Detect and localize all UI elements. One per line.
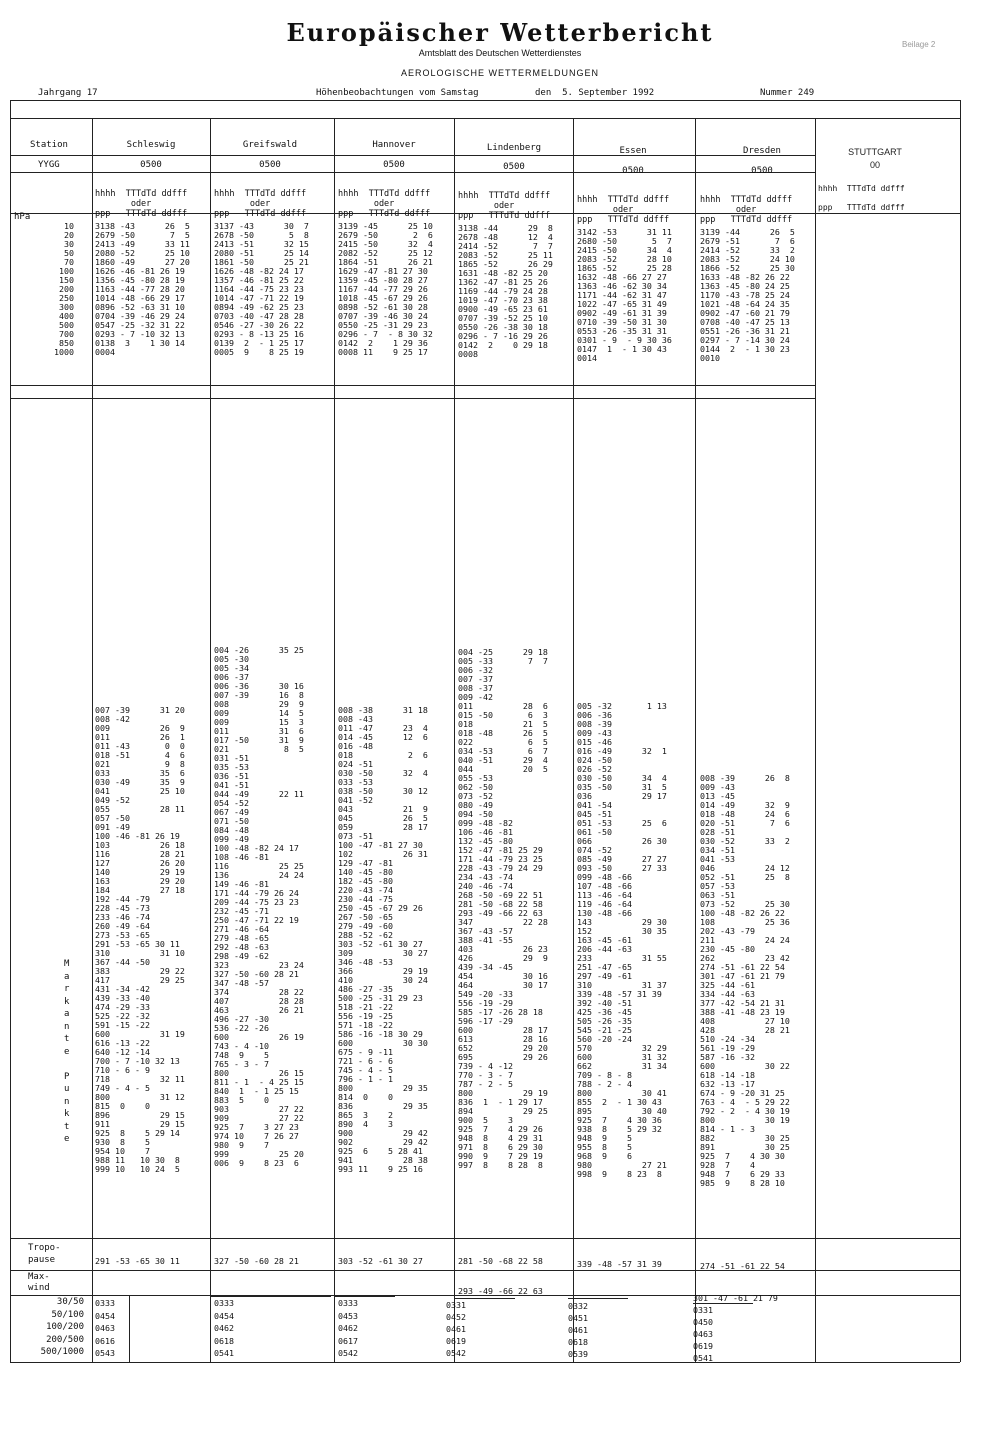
tropopause-value: 339 -48 -57 31 39: [577, 1259, 662, 1269]
station-name: Lindenberg: [486, 143, 542, 153]
standard-levels: 3139 -45 25 10 2679 -50 2 6 2415 -50 32 4 2082 -52 25 12 1864 -51 26 21 1629 -47 -81 27 30 1359 -45 -80 28 27 1167 -44 -77 29 26 1018 -45 -67 29 26 0898 -52 -61 30 28 0707 -39 -46 30 24 0550 -25 -31 29 23 0296 - 7 - 8 30 32 0142 2 1 29 36 0008 11 9 25 17: [338, 221, 433, 357]
beilage-stamp: Beilage 2: [902, 40, 936, 49]
shear-values: 0333 0454 0462 0618 0541: [214, 1298, 234, 1358]
station-name: Schleswig: [126, 140, 176, 150]
page-subtitle: Amtsblatt des Deutschen Wetterdienstes: [418, 48, 582, 58]
standard-levels: 3142 -53 31 11 2680 -50 5 7 2415 -50 34 4 2083 -52 28 10 1865 -52 25 28 1632 -48 -66 27 27 1363 -46 -62 30 34 1171 -44 -62 31 47 1022 -47 -65 31 49 0902 -49 -61 31 39 0710 -39 -50 31 30 0553 -26 -35 31 31 0301 - 9 - 9 30 36 0147 1 - 1 30 43 0014: [577, 227, 672, 363]
station-name: Hannover: [372, 140, 416, 150]
column-header: hhhh TTTdTd ddfff oder ppp TTTdTd ddfff: [700, 194, 793, 225]
yygg-label: YYGG: [38, 160, 60, 170]
issue-number: Nummer 249: [760, 88, 815, 98]
maxwind-label: Max- wind: [28, 1272, 50, 1293]
significant-points: 004 -26 35 25 005 -30 005 -34 006 -37 006 -36 30 16 007 -39 16 8 008 29 9 009 14 5 009 15 3 011 31 6 017 -50 31 9 021 8 5 031 -51 035 -53 036 -51 041 -51 044 -49 22 11 054 -52 067 -49 071 -50 084 -48 099 -49 100 -48 -82 24 17 108 -46 -81 116 25 25 136 24 24 149 -46 -81 171 -44 -79 26 24 209 -44 -75 23 23 232 -45 -71 250 -47 -71 22 19 271 -46 -64 279 -48 -65 292 -48 -63 298 -49 -62 323 23 24 327 -50 -60 28 21 347 -48 -57 374 28 22 407 28 28 463 26 21 496 -27 -30 536 -22 -26 600 26 19 743 - 4 -10 748 9 5 765 - 3 - 7 800 26 15 811 - 1 - 4 25 15 840 1 - 1 25 15 883 5 0 903 27 22 909 27 22 925 7 3 27 23 974 10 7 26 27 980 9 7 999 25 20 006 9 8 23 6: [214, 645, 304, 1168]
observation-title: Höhenbeobachtungen vom Samstag: [316, 88, 479, 98]
significant-points: 005 -32 1 13 006 -36 008 -39 009 -43 015 -46 016 -49 32 1 024 -50 026 -52 030 -50 34 4 035 -50 31 5 036 29 17 041 -54 045 -51 051 -53 25 6 061 -50 066 26 30 074 -52 085 -49 27 27 093 -50 27 33 099 -48 -66 107 -48 -66 113 -46 -64 119 -46 -64 130 -48 -66 143 29 30 152 30 35 163 -45 -61 206 -44 -63 233 31 55 251 -47 -65 297 -49 -61 310 31 37 339 -48 -57 31 39 392 -40 -51 425 -36 -45 505 -26 -35 545 -21 -25 560 -20 -24 570 32 29 600 31 32 662 31 34 709 - 8 - 8 788 - 2 - 4 800 30 41 855 2 - 1 30 43 895 30 40 925 7 4 30 36 938 8 5 29 32 948 9 5 955 8 5 968 9 6 980 27 21 998 9 8 23 8: [577, 701, 667, 1179]
station-time: 0500: [751, 166, 773, 176]
shear-layers: 30/50 50/100 100/200 200/500 500/1000: [40, 1297, 84, 1357]
station-time: 0500: [259, 160, 281, 170]
station-name: Greifswald: [242, 140, 298, 150]
significant-points: 008 -38 31 18 008 -43 011 -47 23 4 014 -45 12 6 016 -48 018 2 6 024 -51 030 -50 32 4 033 -53 038 -50 30 12 041 -52 043 21 9 045 26 5 059 28 17 073 -51 100 -47 -81 27 30 102 26 31 129 -47 -81 140 -45 -80 182 -45 -80 220 -43 -74 230 -44 -75 250 -45 -67 29 26 267 -50 -65 279 -49 -60 288 -52 -62 303 -52 -61 30 27 309 30 27 346 -48 -53 366 29 19 410 30 24 486 -27 -35 500 -25 -31 29 23 518 -21 -22 556 -19 -25 571 -18 -22 586 -16 -18 30 29 600 30 30 675 - 9 -11 721 - 6 - 6 745 - 4 - 5 796 - 1 - 1 800 29 35 814 0 0 836 29 35 865 3 2 890 4 3 900 29 42 902 29 42 925 6 5 28 41 941 28 38 993 11 9 25 16: [338, 705, 428, 1174]
tropopause-value: 303 -52 -61 30 27: [338, 1256, 423, 1266]
column-header: hhhh TTTdTd ddfff oder ppp TTTdTd ddfff: [338, 188, 431, 219]
shear-values: 0331 0452 0461 0619 0542: [446, 1300, 466, 1358]
station-time: 0500: [383, 160, 405, 170]
station-time: 0500: [503, 162, 525, 172]
significant-points: 008 -39 26 8 009 -43 013 -45 014 -49 32 9 018 -48 24 6 020 -51 7 6 028 -51 030 -52 33 2 034 -51 041 -53 046 24 12 052 -51 25 8 057 -53 063 -51 073 -52 25 30 100 -48 -82 26 22 108 25 36 202 -43 -79 211 24 24 230 -45 -80 262 23 42 274 -51 -61 22 54 301 -47 -61 21 79 325 -44 -61 334 -44 -63 377 -42 -54 21 31 388 -41 -48 23 19 408 27 10 428 28 21 510 -24 -34 561 -19 -29 587 -16 -32 600 30 22 618 -14 -18 632 -13 -17 674 - 9 -20 31 25 763 - 4 - 5 29 22 792 - 2 - 4 30 19 800 30 19 814 - 1 - 3 882 30 25 891 30 25 925 7 4 30 30 928 7 4 948 7 6 29 33 985 9 8 28 10: [700, 773, 790, 1188]
station-name: Dresden: [743, 146, 781, 156]
section-title: AEROLOGISCHE WETTERMELDUNGEN: [400, 68, 600, 78]
page-title: Europäischer Wetterbericht: [286, 18, 714, 47]
shear-values: 0333 0453 0462 0617 0542: [338, 1298, 358, 1358]
jahrgang-label: Jahrgang 17: [38, 88, 98, 98]
standard-levels: 3138 -43 26 5 2679 -50 7 5 2413 -49 33 11 2080 -52 25 10 1860 -49 27 20 1626 -46 -81 26 19 1356 -45 -80 28 19 1163 -44 -77 28 20 1014 -48 -66 29 17 0896 -52 -63 31 10 0704 -39 -46 29 24 0547 -25 -32 31 22 0293 - 7 -10 32 13 0138 3 1 30 14 0004: [95, 221, 190, 357]
station-name: Essen: [619, 146, 647, 156]
column-header: ppp TTTdTd ddfff: [818, 203, 905, 212]
standard-levels: 3137 -43 30 7 2678 -50 5 8 2413 -51 32 15 2080 -51 25 14 1861 -50 25 21 1626 -48 -82 24 17 1357 -46 -81 25 22 1164 -44 -75 23 23 1014 -47 -71 22 19 0894 -49 -62 25 23 0703 -40 -47 28 28 0546 -27 -30 26 22 0293 - 8 -13 25 16 0139 2 - 1 25 17 0005 9 8 25 19: [214, 221, 309, 357]
shear-values: 0331 0450 0463 0619 0541: [693, 1305, 713, 1363]
column-header: hhhh TTTdTd ddfff oder ppp TTTdTd ddfff: [214, 188, 307, 219]
standard-levels: 3138 -44 29 8 2678 -48 12 4 2414 -52 7 7 2083 -52 25 11 1865 -52 26 29 1631 -48 -82 25 20 1362 -47 -81 25 26 1169 -44 -79 24 28 1019 -47 -70 23 38 0900 -49 -65 23 61 0707 -39 -52 25 10 0550 -26 -38 30 18 0296 - 7 -16 29 26 0142 2 0 29 18 0008: [458, 223, 553, 359]
station-time: 0500: [140, 160, 162, 170]
tropopause-value: 291 -53 -65 30 11: [95, 1256, 180, 1266]
significant-points: 004 -25 29 18 005 -33 7 7 006 -32 007 -37 008 -37 009 -42 011 28 6 015 -50 6 3 018 21 5 018 -48 26 5 022 6 5 034 -53 6 7 040 -51 29 4 044 20 5 055 -53 062 -50 073 -52 080 -49 094 -50 099 -48 -82 106 -46 -81 132 -45 -80 152 -47 -81 25 29 171 -44 -79 23 25 228 -43 -79 24 29 234 -43 -74 240 -46 -74 268 -50 -69 22 51 281 -50 -68 22 58 293 -49 -66 22 63 347 22 28 367 -43 -57 388 -41 -55 403 26 23 426 29 9 439 -34 -45 454 30 16 464 30 17 549 -20 -33 556 -19 -29 585 -17 -26 28 18 596 -17 -29 600 28 17 613 28 16 652 29 20 695 29 26 739 - 4 -12 770 - 3 - 7 787 - 2 - 5 800 29 19 836 1 - 1 29 17 894 29 25 900 5 3 925 7 4 29 26 948 8 4 29 31 971 8 6 29 30 990 9 7 29 19 997 8 8 28 8: [458, 647, 548, 1170]
tropopause-value: 281 -50 -68 22 58: [458, 1256, 543, 1266]
station-time: 00: [869, 160, 880, 170]
pressure-levels: 10 20 30 50 70 100 150 200 250 300 400 500 700 850 1000: [54, 221, 74, 357]
column-header: hhhh TTTdTd ddfff oder ppp TTTdTd ddfff: [577, 194, 670, 225]
column-header: hhhh TTTdTd ddfff oder ppp TTTdTd ddfff: [95, 188, 188, 219]
hpa-label: hPa: [14, 212, 31, 222]
markante-punkte-label: M a r k a n t e P u n k t e: [64, 959, 70, 1144]
column-header: hhhh TTTdTd ddfff: [818, 184, 905, 193]
maxwind-value: 301 -47 -61 21 79: [693, 1293, 778, 1303]
tropopause-value: 327 -50 -60 28 21: [214, 1256, 299, 1266]
station-label: Station: [30, 140, 68, 150]
shear-values: 0332 0451 0461 0618 0539: [568, 1301, 588, 1359]
standard-levels: 3139 -44 26 5 2679 -51 7 6 2414 -52 33 2 2083 -52 24 10 1866 -52 25 30 1633 -48 -82 26 22 1363 -45 -80 24 25 1170 -43 -78 25 24 1021 -48 -64 24 35 0902 -47 -60 21 79 0708 -40 -47 25 13 0551 -26 -36 31 21 0297 - 7 -14 30 24 0144 2 - 1 30 23 0010: [700, 227, 795, 363]
station-name: STUTTGART: [848, 147, 902, 157]
tropopause-label: Tropo- pause: [28, 1243, 61, 1265]
significant-points: 007 -39 31 20 008 -42 009 26 9 011 26 1 011 -43 0 0 018 -51 4 6 021 9 8 033 35 6 030 -49 35 9 041 25 10 049 -52 055 28 11 057 -50 091 -49 100 -46 -81 26 19 103 26 18 116 28 21 127 26 20 140 29 19 163 29 20 184 27 18 192 -44 -79 228 -45 -73 233 -46 -74 260 -49 -64 273 -53 -65 291 -53 -65 30 11 310 31 10 367 -44 -50 383 29 22 417 29 25 431 -34 -42 439 -33 -40 474 -29 -33 525 -22 -32 591 -15 -22 600 31 19 616 -13 -22 640 -12 -14 700 - 7 -10 32 13 710 - 6 - 9 718 32 11 749 - 4 - 5 800 31 12 815 0 0 896 29 15 911 29 15 925 8 5 29 14 930 8 5 954 10 7 988 11 10 30 8 999 10 10 24 5: [95, 705, 185, 1174]
maxwind-value: 293 -49 -66 22 63: [458, 1286, 543, 1296]
station-time: 0500: [622, 166, 644, 176]
observation-date: den 5. September 1992: [535, 88, 655, 98]
tropopause-value: 274 -51 -61 22 54: [700, 1261, 785, 1271]
shear-values: 0333 0454 0463 0616 0543: [95, 1298, 115, 1358]
column-header: hhhh TTTdTd ddfff oder ppp TTTdTd ddfff: [458, 190, 551, 221]
